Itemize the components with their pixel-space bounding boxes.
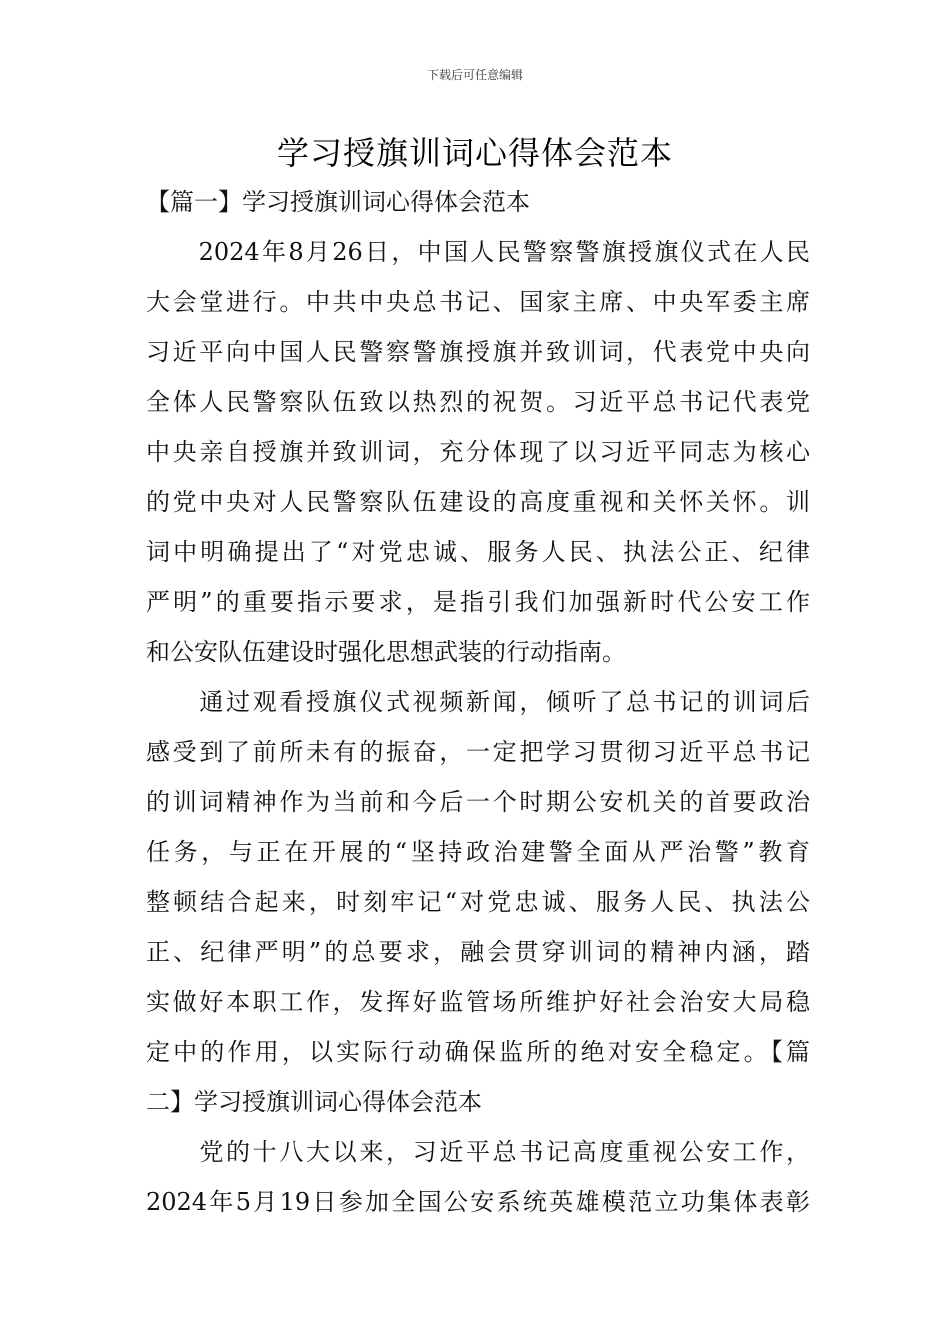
text-line: 整顿结合起来，时刻牢记“对党忠诚、服务人民、执法公 [146,888,810,916]
text-line: 严明”的重要指示要求，是指引我们加强新时代公安工作 [146,588,810,616]
text-line: 全体人民警察队伍致以热烈的祝贺。习近平总书记代表党 [146,388,810,416]
text-line: 实做好本职工作，发挥好监管场所维护好社会治安大局稳 [146,988,810,1016]
text-line: 和公安队伍建设时强化思想武装的行动指南。 [146,638,626,666]
text-line: 正、纪律严明”的总要求，融会贯穿训词的精神内涵，踏 [146,938,810,966]
text-line: 词中明确提出了“对党忠诚、服务人民、执法公正、纪律 [146,538,810,566]
text-line: 2024年5月19日参加全国公安系统英雄模范立功集体表彰 [146,1188,810,1216]
text-line: 习近平向中国人民警察警旗授旗并致训词，代表党中央向 [146,338,810,366]
document-body [146,177,810,1227]
text-line: 定中的作用，以实际行动确保监所的绝对安全稳定。【篇 [146,1038,810,1066]
text-line: 中央亲自授旗并致训词，充分体现了以习近平同志为核心 [146,438,810,466]
text-line: 2024年8月26日，中国人民警察警旗授旗仪式在人民 [146,238,810,266]
text-line: 【篇一】学习授旗训词心得体会范本 [146,188,530,216]
text-line: 二】学习授旗训词心得体会范本 [146,1088,482,1116]
header-note: 下载后可任意编辑 [426,68,523,82]
text-line: 任务，与正在开展的“坚持政治建警全面从严治警”教育 [146,838,810,866]
text-line: 党的十八大以来，习近平总书记高度重视公安工作， [146,1138,810,1166]
text-line: 的党中央对人民警察队伍建设的高度重视和关怀关怀。训 [146,488,810,516]
text-line: 的训词精神作为当前和今后一个时期公安机关的首要政治 [146,788,810,816]
document-title: 学习授旗训词心得体会范本 [276,134,673,172]
text-line: 大会堂进行。中共中央总书记、国家主席、中央军委主席 [146,288,810,316]
text-line: 感受到了前所未有的振奋，一定把学习贯彻习近平总书记 [146,738,810,766]
text-line: 通过观看授旗仪式视频新闻，倾听了总书记的训词后 [146,688,810,716]
